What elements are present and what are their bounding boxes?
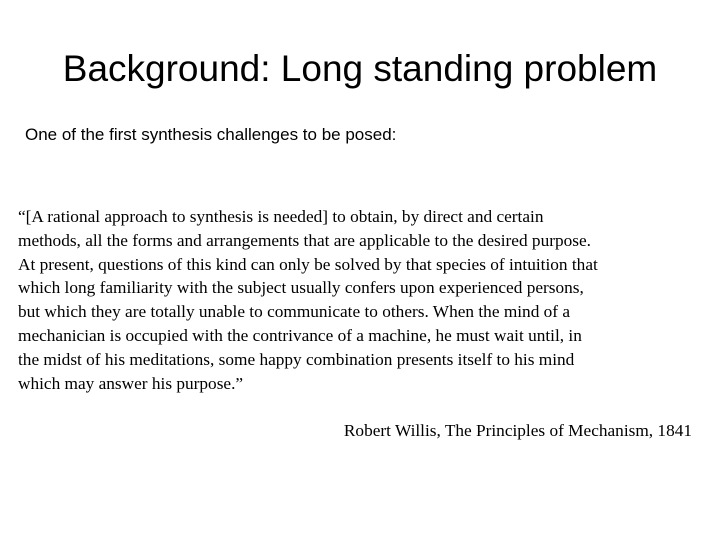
quote-line: methods, all the forms and arrangements that are applicable to the desired purpose. (18, 230, 591, 250)
quote-citation: Robert Willis, The Principles of Mechanism, 1841 (343, 421, 692, 440)
slide-title: Background: Long standing problem (62, 48, 658, 89)
quote-block (18, 205, 708, 395)
quote-line: which long familiarity with the subject usually confers upon experienced persons, (18, 278, 584, 298)
quote-line: mechanician is occupied with the contrivance of a machine, he must wait until, in (18, 325, 582, 345)
quote-line: At present, questions of this kind can only be solved by that species of intuition that (18, 254, 598, 274)
quote-line: “[A rational approach to synthesis is needed] to obtain, by direct and certain (18, 207, 544, 226)
slide-subtitle: One of the first synthesis challenges to be posed: (25, 125, 397, 144)
quote-line: which may answer his purpose.” (18, 373, 244, 393)
quote-line: but which they are totally unable to communicate to others. When the mind of a (18, 302, 571, 322)
quote-line: the midst of his meditations, some happy combination presents itself to his mind (18, 349, 575, 369)
